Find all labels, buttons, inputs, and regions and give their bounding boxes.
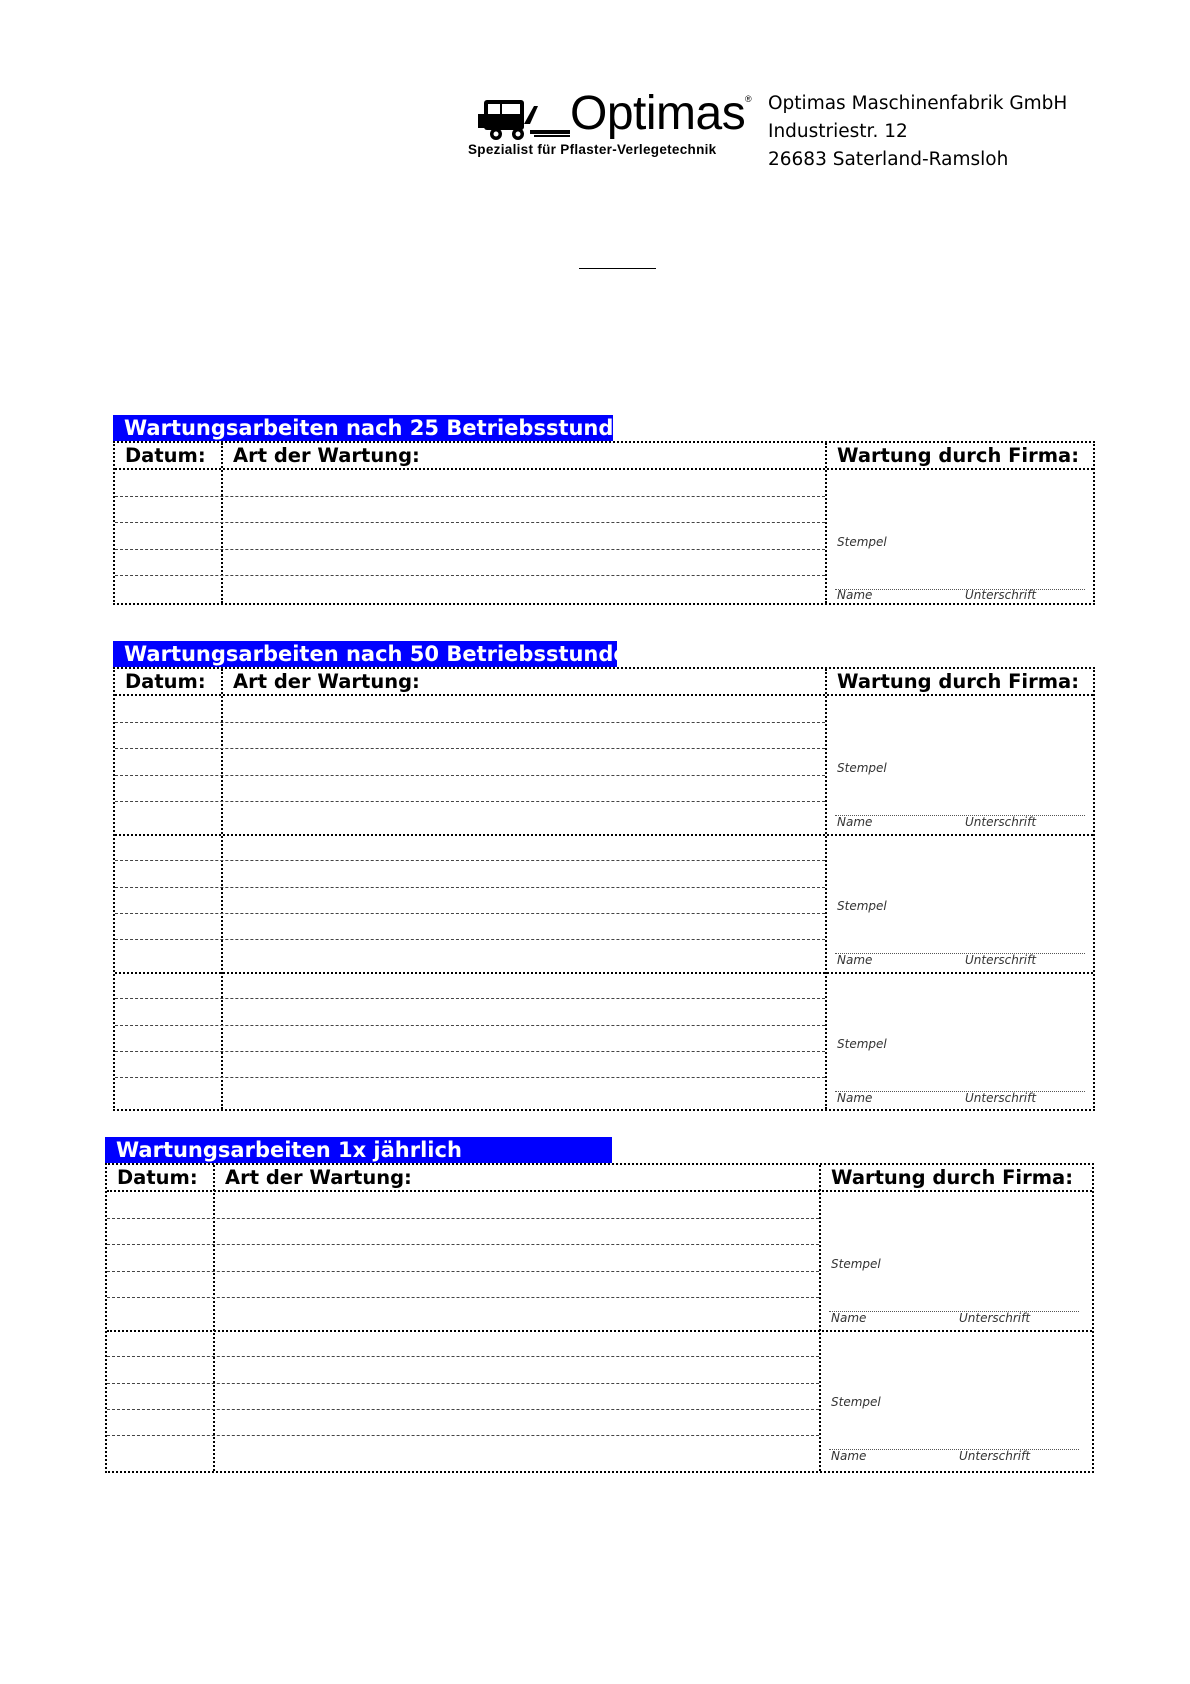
signature-label: Unterschrift: [965, 953, 1037, 967]
column-date: Datum:: [125, 444, 206, 467]
name-label: Name: [837, 815, 873, 829]
signature-label: Unterschrift: [965, 1091, 1037, 1105]
section-title-25h: Wartungsarbeiten nach 25 Betriebsstunden: [113, 415, 613, 441]
company-name: Optimas Maschinenfabrik GmbH: [768, 93, 1068, 114]
stamp-label: Stempel: [837, 899, 887, 913]
stamp-label: Stempel: [837, 535, 887, 549]
section-title-50h: Wartungsarbeiten nach 50 Betriebsstunden: [113, 641, 617, 667]
signature-label: Unterschrift: [965, 588, 1037, 602]
signature-label: Unterschrift: [965, 815, 1037, 829]
column-date: Datum:: [117, 1166, 198, 1189]
column-maintenance-type: Art der Wartung:: [233, 670, 420, 693]
column-firm: Wartung durch Firma:: [837, 444, 1080, 467]
company-city: 26683 Saterland-Ramsloh: [768, 149, 1009, 170]
stamp-label: Stempel: [831, 1395, 881, 1409]
signature-label: Unterschrift: [959, 1449, 1031, 1463]
truck-icon: [474, 94, 574, 142]
stamp-label: Stempel: [837, 1037, 887, 1051]
name-label: Name: [831, 1449, 867, 1463]
company-street: Industriestr. 12: [768, 121, 908, 142]
name-label: Name: [837, 1091, 873, 1105]
column-firm: Wartung durch Firma:: [837, 670, 1080, 693]
maintenance-table-25h: [113, 441, 1095, 605]
name-label: Name: [831, 1311, 867, 1325]
registered-mark: ®: [745, 94, 752, 104]
column-date: Datum:: [125, 670, 206, 693]
column-firm: Wartung durch Firma:: [831, 1166, 1074, 1189]
column-maintenance-type: Art der Wartung:: [233, 444, 420, 467]
logo-tagline: Spezialist für Pflaster-Verlegetechnik: [468, 142, 717, 157]
name-label: Name: [837, 953, 873, 967]
stamp-label: Stempel: [831, 1257, 881, 1271]
maintenance-table-50h: [113, 667, 1095, 1111]
company-address: [768, 90, 1067, 174]
name-label: Name: [837, 588, 873, 602]
column-maintenance-type: Art der Wartung:: [225, 1166, 412, 1189]
stamp-label: Stempel: [837, 761, 887, 775]
company-logo: [470, 88, 760, 168]
maintenance-table-yearly: [105, 1163, 1094, 1473]
divider-line: [579, 268, 656, 269]
section-title-yearly: Wartungsarbeiten 1x jährlich: [105, 1137, 612, 1163]
logo-wordmark: Optimas: [570, 87, 746, 140]
signature-label: Unterschrift: [959, 1311, 1031, 1325]
